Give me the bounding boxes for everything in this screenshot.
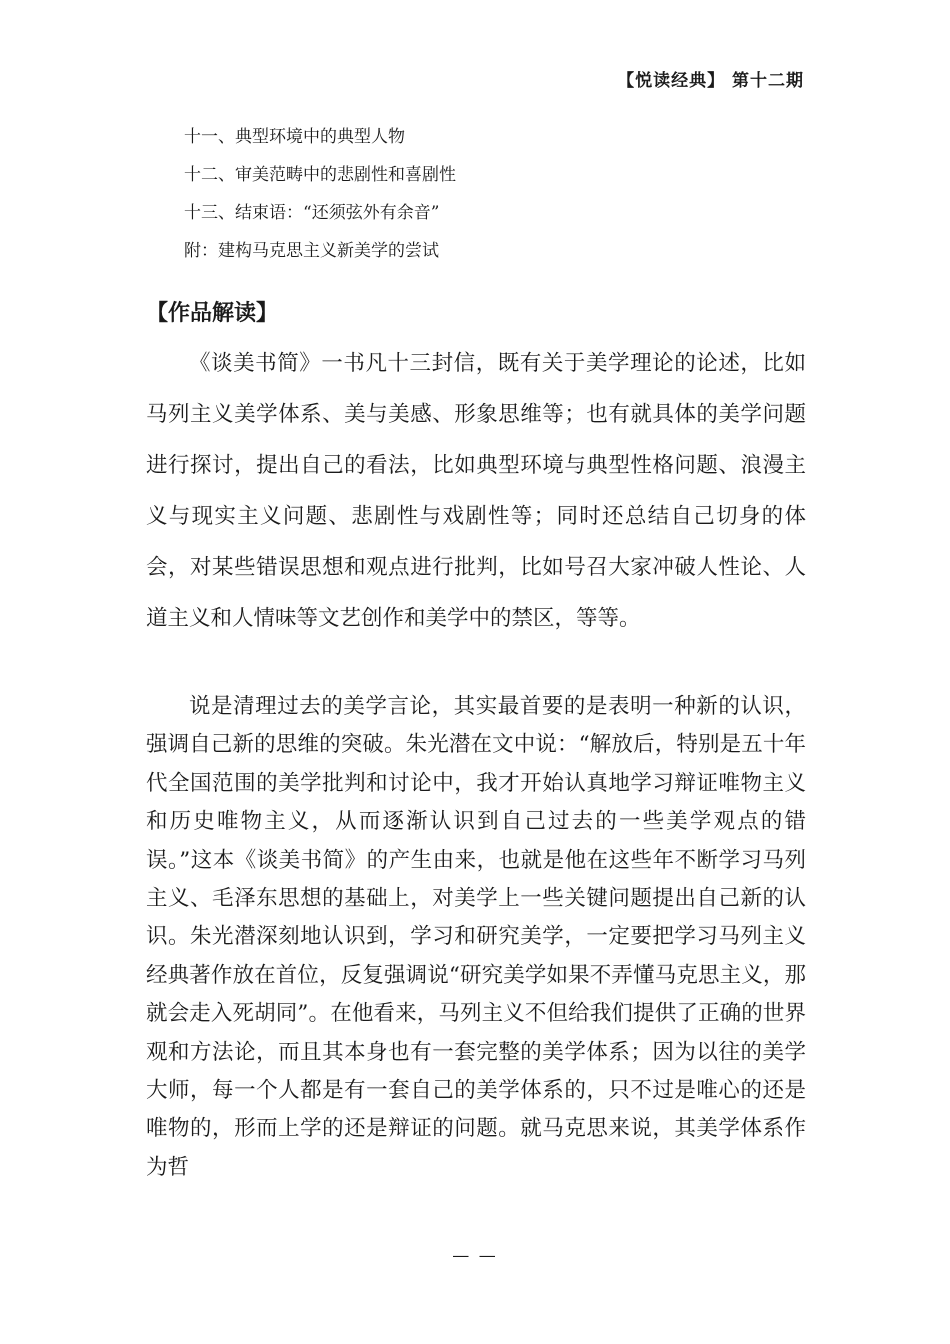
toc-item: 十二、审美范畴中的悲剧性和喜剧性 xyxy=(184,165,456,185)
issue-header: 【悦读经典】 第十二期 xyxy=(617,71,804,91)
table-of-contents xyxy=(184,118,456,270)
toc-item: 十三、结束语：“还须弦外有余音” xyxy=(184,203,440,223)
toc-item: 十一、典型环境中的典型人物 xyxy=(184,127,405,147)
body-paragraph: 《谈美书简》一书凡十三封信，既有关于美学理论的论述，比如马列主义美学体系、美与美感、形象思维等；也有就具体的美学问题进行探讨，提出自己的看法，比如典型环境与典型性格问题、浪漫主义与现实主义问题、悲剧性与戏剧性等；同时还总结自己切身的体会，对某些错误思想和观点进行批判，比如号召大家冲破人性论、人道主义和人情味等文艺创作和美学中的禁区，等等。 xyxy=(146,351,806,631)
body-paragraph: 说是清理过去的美学言论，其实最首要的是表明一种新的认识，强调自己新的思维的突破。朱光潜在文中说：“解放后，特别是五十年代全国范围的美学批判和讨论中，我才开始认真地学习辩证唯物主义和历史唯物主义，从而逐渐认识到自己过去的一些美学观点的错误。”这本《谈美书简》的产生由来，也就是他在这些年不断学习马列主义、毛泽东思想的基础上，对美学上一些关键问题提出自己新的认识。朱光潜深刻地认识到，学习和研究美学，一定要把学习马列主义经典著作放在首位，反复强调说“研究美学如果不弄懂马克思主义，那就会走入死胡同”。在他看来，马列主义不但给我们提供了正确的世界观和方法论，而且其本身也有一套完整的美学体系；因为以往的美学大师，每一个人都是有一套自己的美学体系的，只不过是唯心的还是唯物的，形而上学的还是辩证的问题。就马克思来说，其美学体系作为哲 xyxy=(146,694,806,1180)
section-title: 【作品解读】 xyxy=(146,301,279,326)
page-number: — — xyxy=(452,1246,498,1266)
toc-item: 附：建构马克思主义新美学的尝试 xyxy=(184,241,439,261)
